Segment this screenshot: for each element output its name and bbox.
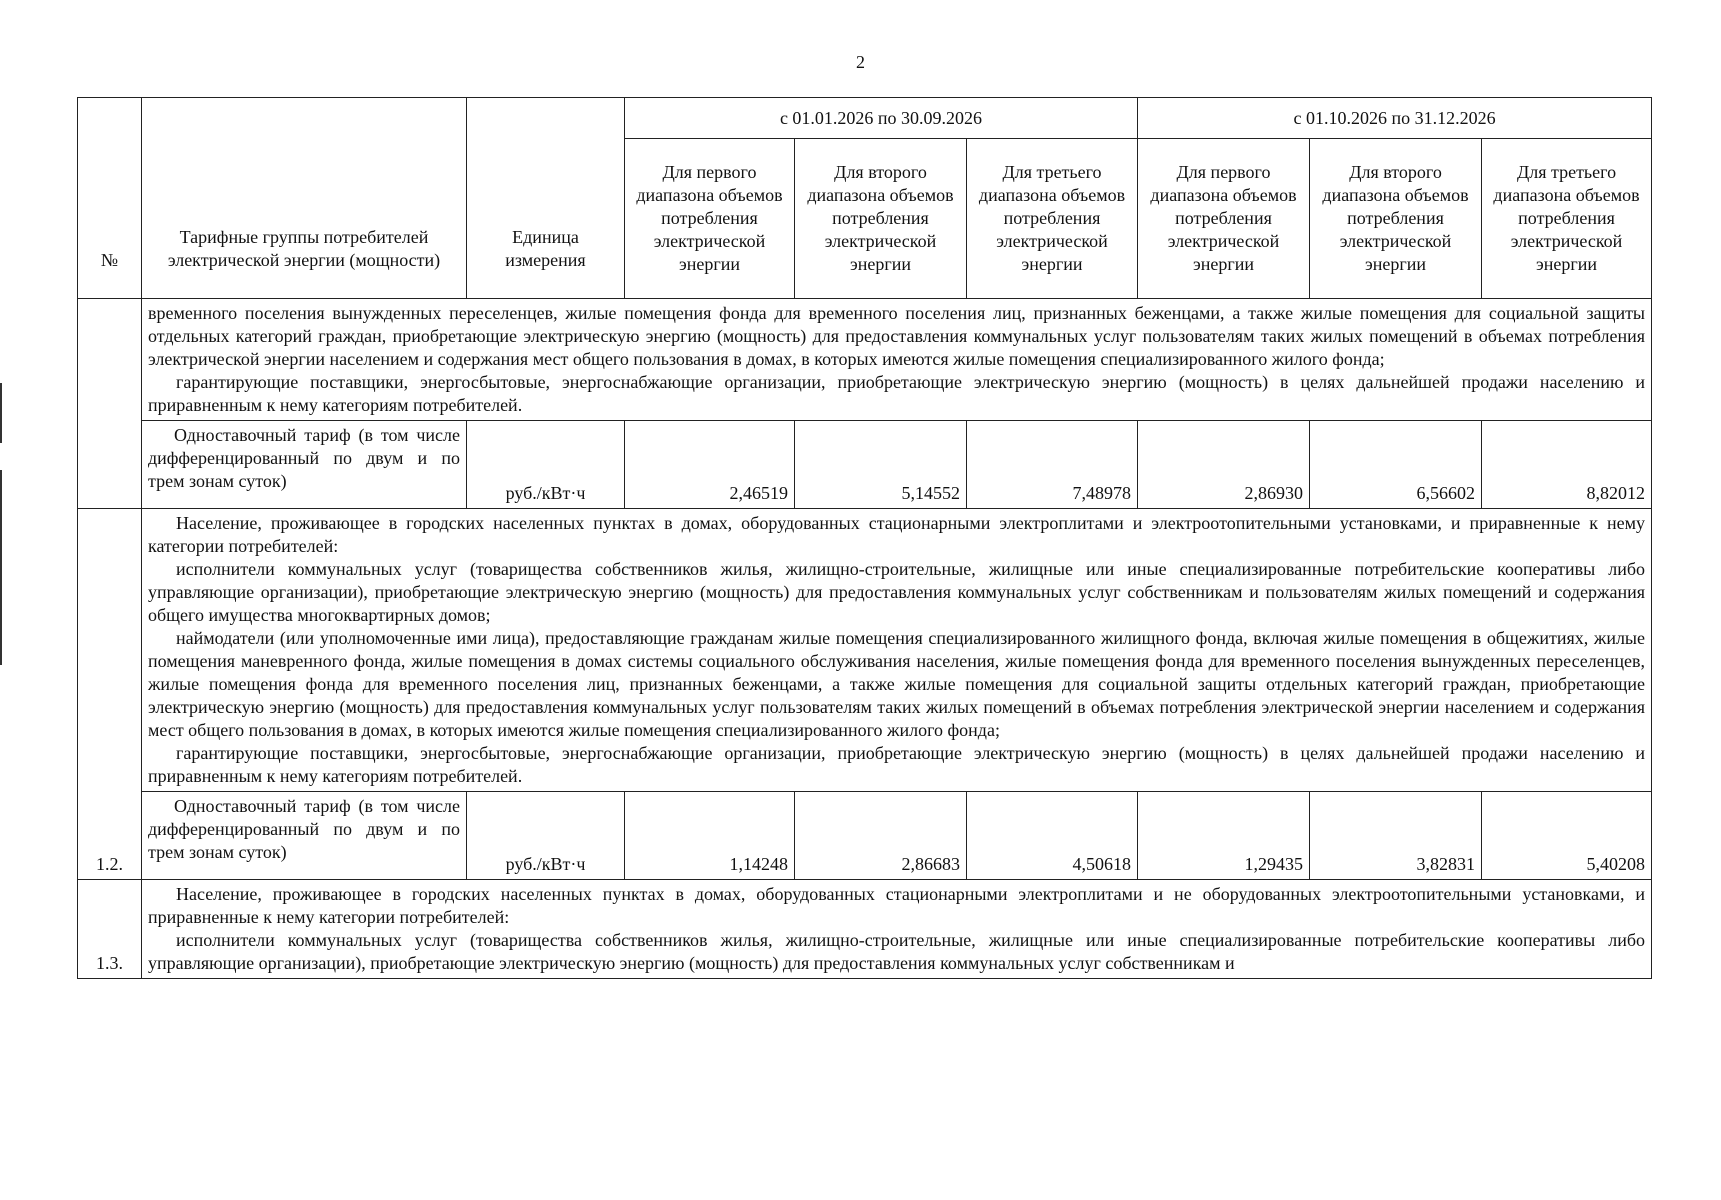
row-description-text <box>142 299 1652 421</box>
header-range-3: Для третьего диапазона объемов потребления электрической энергии <box>1482 139 1652 299</box>
description-paragraph: гарантирующие поставщики, энергосбытовые, энергоснабжающие организации, приобретающие электрическую энергию (мощность) в целях дальнейшей продажи населению и приравненным к нему категориям потребителей. <box>148 743 1646 786</box>
tariff-name: Одноставочный тариф (в том числе дифференцированный по двум и по трем зонам суток) <box>142 792 467 880</box>
row-description <box>78 299 1652 421</box>
tariff-name: Одноставочный тариф (в том числе дифференцированный по двум и по трем зонам суток) <box>142 421 467 509</box>
header-range-2: Для второго диапазона объемов потребления электрической энергии <box>1310 139 1482 299</box>
header-tariff-group: Тарифные группы потребителей электрической энергии (мощности) <box>142 98 467 299</box>
row-number <box>78 299 142 509</box>
tariff-value: 1,14248 <box>625 792 795 880</box>
tariff-value: 5,14552 <box>795 421 967 509</box>
description-paragraph: гарантирующие поставщики, энергосбытовые, энергоснабжающие организации, приобретающие электрическую энергию (мощность) в целях дальнейшей продажи населению и приравненным к нему категориям потребителей. <box>148 372 1646 415</box>
header-range-1: Для первого диапазона объемов потребления электрической энергии <box>625 139 795 299</box>
description-paragraph: наймодатели (или уполномоченные ими лица), предоставляющие гражданам жилые помещения специализированного жилищного фонда, включая жилые помещения в общежитиях, жилые помещения маневренного фонда, жилые помещения в домах системы социального обслуживания населения, жилые помещения фонда для временного поселения вынужденных переселенцев, жилые помещения фонда для временного поселения лиц, признанных беженцами, а также жилые помещения для социальной защиты отдельных категорий граждан, приобретающие электрическую энергию (мощность) для предоставления коммунальных услуг пользователям таких жилых помещений в объемах потребления электрической энергии населением и содержания мест общего пользования в домах, в которых имеются жилые помещения специализированного жилого фонда; <box>148 628 1646 740</box>
row-description-text <box>142 880 1652 979</box>
tariff-value: 1,29435 <box>1138 792 1310 880</box>
page-number: 2 <box>856 52 865 72</box>
description-paragraph: временного поселения вынужденных переселенцев, жилые помещения фонда для временного поселения лиц, признанных беженцами, а также жилые помещения для социальной защиты отдельных категорий граждан, приобретающие электрическую энергию (мощность) для предоставления коммунальных услуг пользователям таких жилых помещений в объемах потребления электрической энергии населением и содержания мест общего пользования в домах, в которых имеются жилые помещения специализированного жилого фонда; <box>148 303 1646 369</box>
header-number: № <box>78 98 142 299</box>
row-number: 1.2. <box>78 509 142 880</box>
tariff-value: 3,82831 <box>1310 792 1482 880</box>
header-unit: Единица измерения <box>467 98 625 299</box>
row-description <box>78 509 1652 792</box>
header-range-1: Для первого диапазона объемов потребления электрической энергии <box>1138 139 1310 299</box>
tariff-value: 5,40208 <box>1482 792 1652 880</box>
header-range-2: Для второго диапазона объемов потребления электрической энергии <box>795 139 967 299</box>
scan-edge-mark <box>0 383 2 443</box>
description-paragraph: Население, проживающее в городских населенных пунктах в домах, оборудованных стационарными электроплитами и электроотопительными установками, и приравненные к нему категории потребителей: <box>148 513 1646 556</box>
tariff-value: 8,82012 <box>1482 421 1652 509</box>
tariff-unit: руб./кВт·ч <box>467 421 625 509</box>
header-row-periods <box>78 98 1652 139</box>
tariff-value: 7,48978 <box>967 421 1138 509</box>
tariff-value: 2,86683 <box>795 792 967 880</box>
row-number: 1.3. <box>78 880 142 979</box>
tariff-unit: руб./кВт·ч <box>467 792 625 880</box>
tariff-value: 4,50618 <box>967 792 1138 880</box>
tariff-row <box>78 792 1652 880</box>
tariff-value: 6,56602 <box>1310 421 1482 509</box>
tariff-table <box>77 97 1652 979</box>
header-period-1: с 01.01.2026 по 30.09.2026 <box>625 98 1138 139</box>
scan-edge-mark <box>0 470 2 665</box>
tariff-row <box>78 421 1652 509</box>
description-paragraph: исполнители коммунальных услуг (товарищества собственников жилья, жилищно-строительные, жилищные или иные специализированные потребительские кооперативы либо управляющие организации), приобретающие электрическую энергию (мощность) для предоставления коммунальных услуг собственникам и пользователям жилых помещений и содержания общего имущества многоквартирных домов; <box>148 559 1646 625</box>
description-paragraph: Население, проживающее в городских населенных пунктах в домах, оборудованных стационарными электроплитами и не оборудованных электроотопительными установками, и приравненные к нему категории потребителей: <box>148 884 1646 927</box>
header-range-3: Для третьего диапазона объемов потребления электрической энергии <box>967 139 1138 299</box>
row-description <box>78 880 1652 979</box>
description-paragraph: исполнители коммунальных услуг (товарищества собственников жилья, жилищно-строительные, жилищные или иные специализированные потребительские кооперативы либо управляющие организации), приобретающие электрическую энергию (мощность) для предоставления коммунальных услуг собственникам и <box>148 930 1646 973</box>
tariff-value: 2,46519 <box>625 421 795 509</box>
tariff-value: 2,86930 <box>1138 421 1310 509</box>
row-description-text <box>142 509 1652 792</box>
header-period-2: с 01.10.2026 по 31.12.2026 <box>1138 98 1652 139</box>
